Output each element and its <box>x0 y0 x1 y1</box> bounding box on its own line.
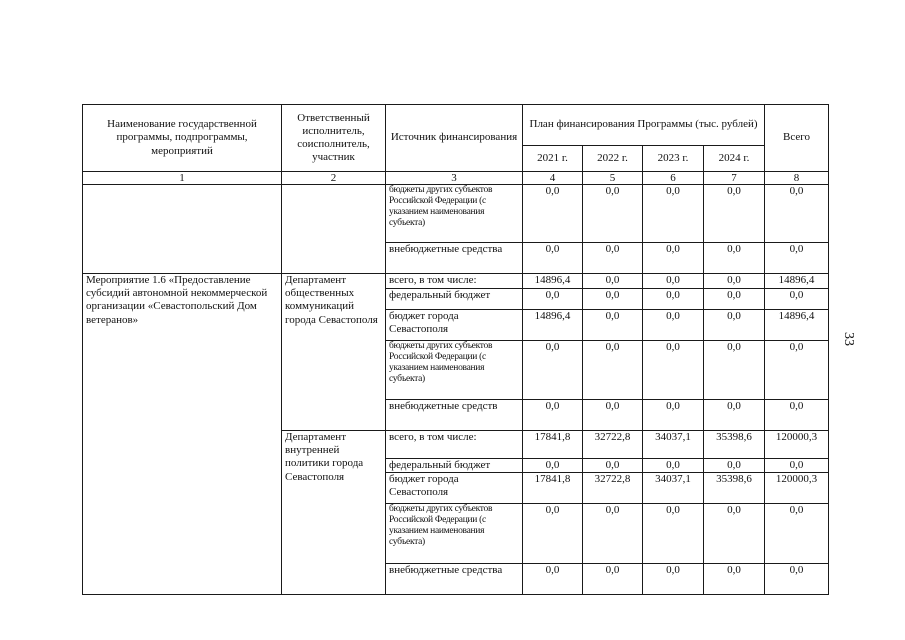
header-executor: Ответственный исполнитель, соисполнитель, участник <box>282 105 386 172</box>
value-cell: 0,0 <box>704 289 765 310</box>
header-year: 2021 г. <box>523 146 583 172</box>
source-cell: бюджет города Севастополя <box>386 310 523 341</box>
source-cell: всего, в том числе: <box>386 431 523 459</box>
value-cell: 0,0 <box>643 400 704 431</box>
column-index: 2 <box>282 172 386 185</box>
page-number: 33 <box>841 332 856 346</box>
value-cell: 0,0 <box>704 243 765 274</box>
empty-cell <box>83 185 282 243</box>
value-cell: 35398,6 <box>704 473 765 504</box>
value-cell: 0,0 <box>765 341 829 400</box>
value-cell: 34037,1 <box>643 473 704 504</box>
value-cell: 0,0 <box>643 341 704 400</box>
value-cell: 17841,8 <box>523 431 583 459</box>
value-cell: 0,0 <box>765 504 829 564</box>
value-cell: 0,0 <box>583 341 643 400</box>
header-year: 2024 г. <box>704 146 765 172</box>
header-year: 2023 г. <box>643 146 704 172</box>
value-cell: 0,0 <box>704 400 765 431</box>
source-cell: всего, в том числе: <box>386 274 523 289</box>
financing-table <box>82 104 829 595</box>
value-cell: 32722,8 <box>583 473 643 504</box>
source-cell: бюджет города Севастополя <box>386 473 523 504</box>
value-cell: 0,0 <box>643 459 704 473</box>
value-cell: 0,0 <box>765 289 829 310</box>
value-cell: 0,0 <box>765 459 829 473</box>
column-index: 5 <box>583 172 643 185</box>
source-cell: бюджеты других субъектов Российской Федерации (с указанием наименования субъекта) <box>386 504 523 564</box>
value-cell: 0,0 <box>583 289 643 310</box>
value-cell: 0,0 <box>704 564 765 595</box>
value-cell: 0,0 <box>583 564 643 595</box>
value-cell: 0,0 <box>643 185 704 243</box>
table-row <box>83 243 829 274</box>
source-cell: федеральный бюджет <box>386 459 523 473</box>
column-index: 8 <box>765 172 829 185</box>
value-cell: 0,0 <box>523 289 583 310</box>
measure-name: Мероприятие 1.6 «Предоставление субсидий автономной некоммерческой организации «Севастопольский Дом ветеранов» <box>83 274 282 595</box>
value-cell: 0,0 <box>765 564 829 595</box>
column-index: 3 <box>386 172 523 185</box>
empty-cell <box>282 185 386 243</box>
value-cell: 0,0 <box>643 243 704 274</box>
value-cell: 0,0 <box>523 564 583 595</box>
value-cell: 14896,4 <box>765 274 829 289</box>
column-index: 7 <box>704 172 765 185</box>
value-cell: 0,0 <box>643 504 704 564</box>
value-cell: 0,0 <box>643 564 704 595</box>
empty-cell <box>282 243 386 274</box>
value-cell: 0,0 <box>523 400 583 431</box>
value-cell: 120000,3 <box>765 431 829 459</box>
source-cell: бюджеты других субъектов Российской Федерации (с указанием наименования субъекта) <box>386 341 523 400</box>
column-index: 4 <box>523 172 583 185</box>
source-cell: бюджеты других субъектов Российской Федерации (с указанием наименования субъекта) <box>386 185 523 243</box>
value-cell: 34037,1 <box>643 431 704 459</box>
value-cell: 14896,4 <box>523 274 583 289</box>
value-cell: 0,0 <box>583 459 643 473</box>
source-cell: внебюджетные средства <box>386 243 523 274</box>
value-cell: 0,0 <box>523 504 583 564</box>
value-cell: 0,0 <box>583 185 643 243</box>
value-cell: 0,0 <box>583 310 643 341</box>
header-financing-plan: План финансирования Программы (тыс. рублей) <box>523 105 765 146</box>
value-cell: 17841,8 <box>523 473 583 504</box>
value-cell: 0,0 <box>704 310 765 341</box>
value-cell: 0,0 <box>643 310 704 341</box>
value-cell: 32722,8 <box>583 431 643 459</box>
value-cell: 0,0 <box>523 459 583 473</box>
executor-name: Департамент внутренней политики города Севастополя <box>282 431 386 595</box>
value-cell: 0,0 <box>765 185 829 243</box>
empty-cell <box>83 243 282 274</box>
header-year: 2022 г. <box>583 146 643 172</box>
table-row <box>83 274 829 289</box>
value-cell: 0,0 <box>704 459 765 473</box>
value-cell: 120000,3 <box>765 473 829 504</box>
value-cell: 0,0 <box>765 400 829 431</box>
value-cell: 0,0 <box>704 504 765 564</box>
value-cell: 0,0 <box>643 289 704 310</box>
value-cell: 0,0 <box>523 185 583 243</box>
value-cell: 0,0 <box>583 274 643 289</box>
header-program-name: Наименование государственной программы, подпрограммы, мероприятий <box>83 105 282 172</box>
value-cell: 0,0 <box>583 243 643 274</box>
source-cell: внебюджетные средства <box>386 564 523 595</box>
value-cell: 14896,4 <box>765 310 829 341</box>
source-cell: федеральный бюджет <box>386 289 523 310</box>
header-total: Всего <box>765 105 829 172</box>
value-cell: 0,0 <box>704 274 765 289</box>
value-cell: 0,0 <box>523 341 583 400</box>
value-cell: 14896,4 <box>523 310 583 341</box>
header-source: Источник финансирования <box>386 105 523 172</box>
value-cell: 35398,6 <box>704 431 765 459</box>
table-row <box>83 185 829 243</box>
executor-name: Департамент общественных коммуникаций города Севастополя <box>282 274 386 431</box>
column-index: 6 <box>643 172 704 185</box>
value-cell: 0,0 <box>643 274 704 289</box>
value-cell: 0,0 <box>704 185 765 243</box>
source-cell: внебюджетные средств <box>386 400 523 431</box>
value-cell: 0,0 <box>583 400 643 431</box>
column-index: 1 <box>83 172 282 185</box>
value-cell: 0,0 <box>765 243 829 274</box>
value-cell: 0,0 <box>523 243 583 274</box>
value-cell: 0,0 <box>583 504 643 564</box>
value-cell: 0,0 <box>704 341 765 400</box>
